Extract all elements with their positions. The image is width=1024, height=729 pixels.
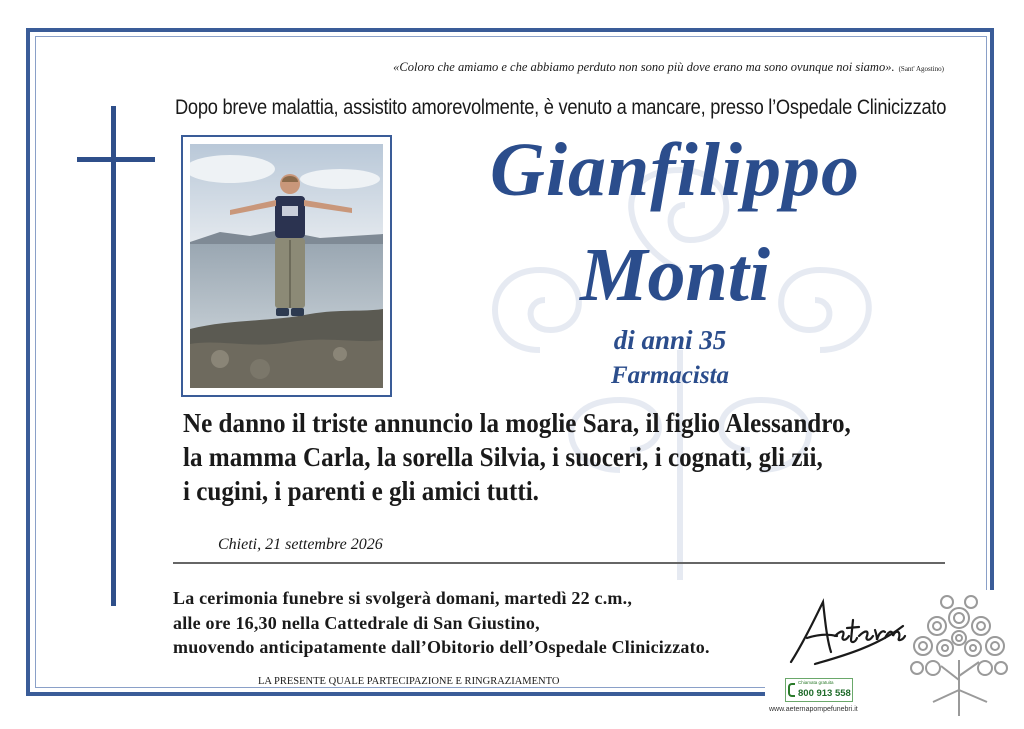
announcement-line: Ne danno il triste annuncio la moglie Sara, il figlio Alessandro, bbox=[183, 408, 851, 438]
footer-note: LA PRESENTE QUALE PARTECIPAZIONE E RINGRAZIAMENTO bbox=[258, 676, 560, 687]
deceased-last-name: Monti bbox=[579, 233, 771, 317]
announcement-line: i cugini, i parenti e gli amici tutti. bbox=[183, 476, 539, 506]
cross-vertical-bar bbox=[111, 106, 116, 606]
announcement-line: la mamma Carla, la sorella Silvia, i suoceri, i cognati, gli zii, bbox=[183, 442, 823, 472]
cross-horizontal-bar bbox=[77, 157, 155, 162]
phone-icon bbox=[788, 683, 795, 697]
portrait-photo bbox=[190, 144, 383, 388]
intro-text: Dopo breve malattia, assistito amorevolmente, è venuto a mancare, presso l’Ospedale Clinicizzato bbox=[175, 96, 947, 119]
ceremony-line: alle ore 16,30 nella Cattedrale di San Giustino, bbox=[173, 612, 540, 633]
agency-website: www.aeternapompefunebri.it bbox=[769, 706, 858, 713]
phone-label: Chiamata gratuita bbox=[798, 680, 834, 685]
ceremony-line: La cerimonia funebre si svolgerà domani, martedì 22 c.m., bbox=[173, 588, 633, 608]
tree-of-life-icon bbox=[903, 590, 1015, 718]
ceremony-line: muovendo anticipatamente dall’Obitorio dell’Ospedale Clinicizzato. bbox=[173, 637, 710, 657]
divider bbox=[173, 562, 945, 564]
epigraph-quote bbox=[393, 60, 944, 75]
announcement-block bbox=[183, 406, 904, 508]
place-and-date: Chieti, 21 settembre 2026 bbox=[218, 536, 383, 553]
aeterna-signature-logo bbox=[785, 590, 910, 670]
agency-logo-area bbox=[765, 590, 1015, 720]
deceased-first-name: Gianfilippo bbox=[490, 128, 860, 212]
deceased-profession: Farmacista bbox=[610, 362, 730, 389]
quote-text: «Coloro che amiamo e che abbiamo perduto non sono più dove erano ma sono ovunque noi siamo». bbox=[393, 60, 895, 74]
free-phone-badge bbox=[785, 678, 853, 702]
phone-number: 800 913 558 bbox=[798, 688, 851, 699]
portrait-frame bbox=[181, 135, 392, 397]
deceased-age: di anni 35 bbox=[613, 325, 727, 355]
quote-author: (Sant' Agostino) bbox=[898, 65, 944, 73]
ceremony-block bbox=[173, 586, 773, 660]
